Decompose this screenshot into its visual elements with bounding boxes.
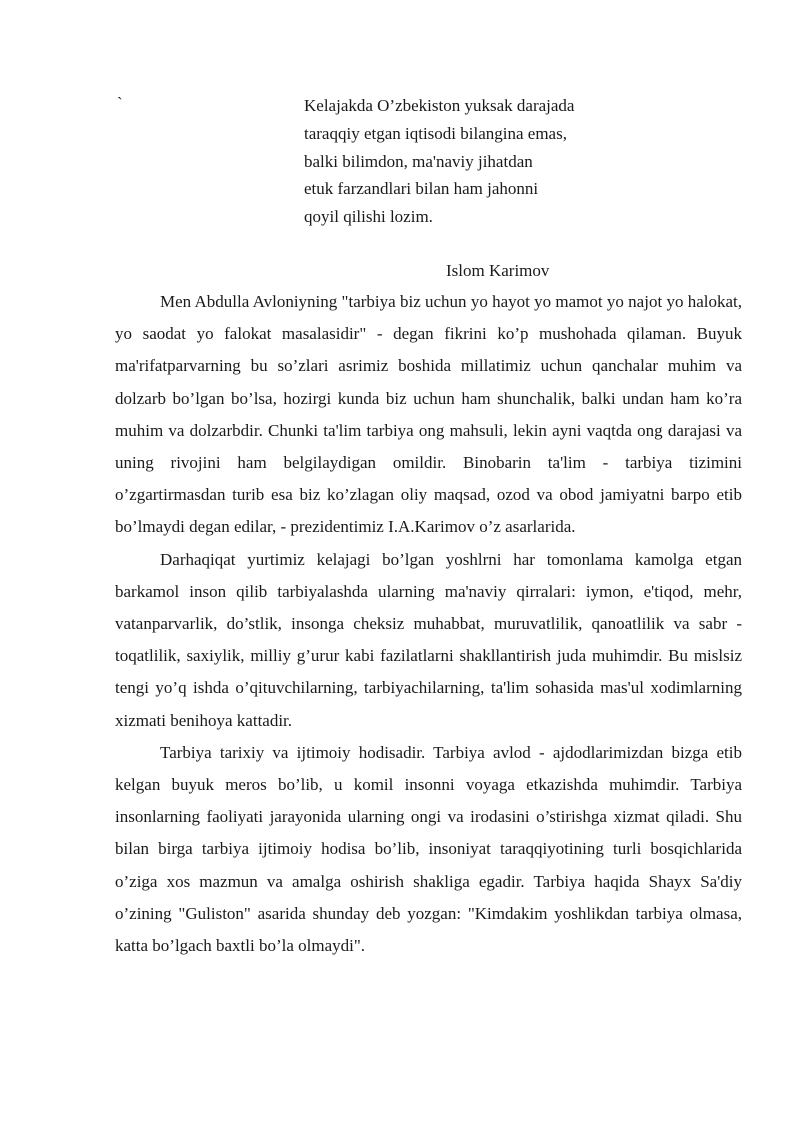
epigraph-line: taraqqiy etgan iqtisodi bilangina emas, [304,123,567,143]
body-text [115,286,742,962]
paragraph-tarbiya-history: Tarbiya tarixiy va ijtimoiy hodisadir. Tarbiya avlod - ajdodlarimizdan bizga etib kelgan buyuk meros bo’lib, u komil insonni voyaga etkazishda muhimdir. Tarbiya insonlarning faoliyati jarayonida ularning ongi va irodasini o’stirishga xizmat qiladi. Shu bilan birga tarbiya ijtimoiy hodisa bo’lib, insoniyat taraqqiyotining turli bosqichlarida o’ziga xos mazmun va amalga oshirish shakliga egadir. Tarbiya haqida Shayx Sa'diy o’zining "Guliston" asarida shunday deb yozgan: "Kimdakim yoshlikdan tarbiya olmasa, katta bo’lgach baxtli bo’la olmaydi". [115,742,742,956]
stray-mark: ` [117,94,123,113]
paragraph-avloniy-quote: Men Abdulla Avloniyning "tarbiya biz uchun yo hayot yo mamot yo najot yo halokat, yo saodat yo falokat masalasidir" - degan fikrini ko’p mushohada qilaman. Buyuk ma'rifatparvarning bu so’zlari asrimiz boshida millatimiz uchun qanchalar muhim va dolzarb bo’lgan bo’lsa, hozirgi kunda biz uchun ham shunchalik, balki undan ham ko’ra muhim va dolzarbdir. Chunki ta'lim tarbiya ong mahsuli, lekin ayni vaqtda ong darajasi va uning rivojini ham belgilaydigan omildir. Binobarin ta'lim - tarbiya tizimini o’zgartirmasdan turib esa biz ko’zlagan oliy maqsad, ozod va obod jamiyatni barpo etib bo’lmaydi degan edilar, - prezidentimiz I.A.Karimov o’z asarlarida. [115,292,742,537]
paragraph-youth-upbringing: Darhaqiqat yurtimiz kelajagi bo’lgan yoshlrni har tomonlama kamolga etgan barkamol inson qilib tarbiyalashda ularning ma'naviy qirralari: iymon, e'tiqod, mehr, vatanparvarlik, do’stlik, insonga cheksiz muhabbat, muruvatlilik, qanoatlilik va sabr - toqatlilik, saxiylik, milliy g’urur kabi fazilatlarni shakllantirish juda muhimdir. Bu mislsiz tengi yo’q ishda o’qituvchilarning, tarbiyachilarning, ta'lim sohasida mas'ul xodimlarning xizmati benihoya kattadir. [115,549,742,730]
epigraph-line: balki bilimdon, ma'naviy jihatdan [304,151,533,171]
epigraph-line: Kelajakda O’zbekiston yuksak darajada [304,96,575,115]
epigraph-line: etuk farzandlari bilan ham jahonni [304,179,539,199]
epigraph [304,92,644,231]
epigraph-line: qoyil qilishi lozim. [304,207,433,227]
epigraph-author: Islom Karimov [446,261,550,280]
